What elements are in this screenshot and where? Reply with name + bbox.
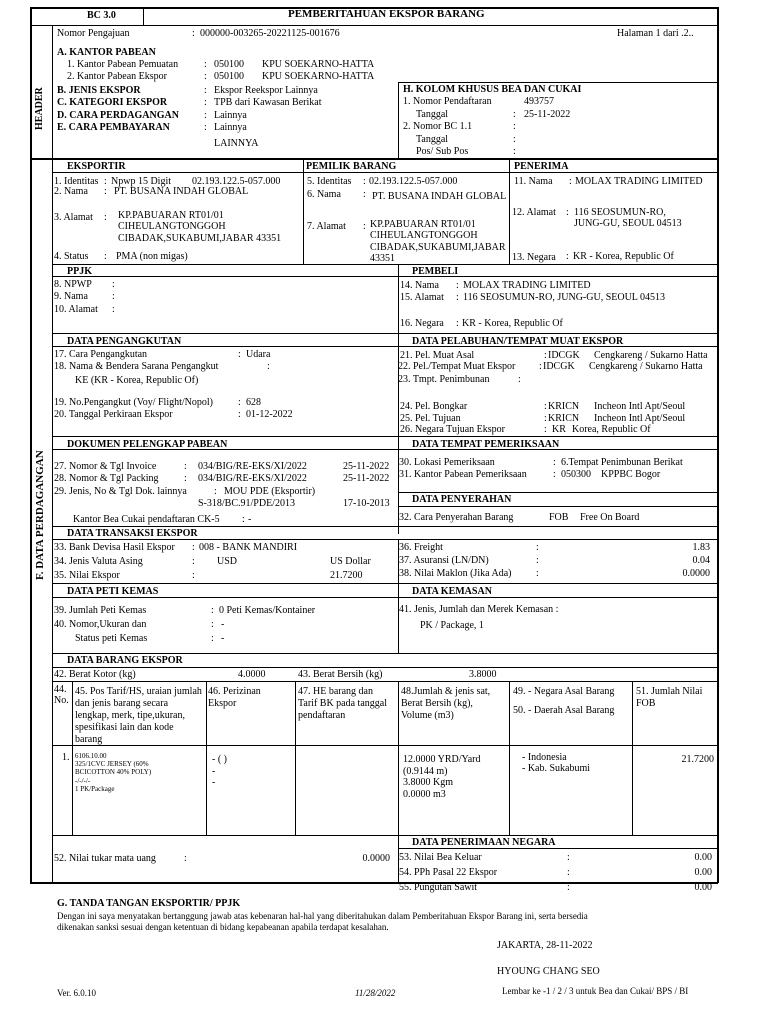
ppjk-title: PPJK <box>67 266 92 277</box>
halaman: Halaman 1 dari .2.. <box>617 28 694 39</box>
peti-status: - <box>221 633 225 644</box>
tujuan-code: KRICN <box>548 413 580 424</box>
penerima-negara-label: 13. Negara <box>512 252 556 263</box>
packing-label: 28. Nomor & Tgl Packing <box>54 473 159 484</box>
jenis-ekspor: Ekspor Reekspor Lainnya <box>214 85 318 96</box>
ppjk-alamat-label: 10. Alamat <box>54 304 98 315</box>
packing: 034/BIG/RE-EKS/XI/2022 <box>198 473 307 484</box>
row-negara: - Indonesia <box>522 752 567 763</box>
bank: 008 - BANK MANDIRI <box>199 542 298 553</box>
muat-asal-code: IDCGK <box>548 350 580 361</box>
ttd-title: G. TANDA TANGAN EKSPORTIR/ PPJK <box>57 898 241 909</box>
pembeli-title: PEMBELI <box>412 266 459 277</box>
valuta-label: 34. Jenis Valuta Asing <box>54 556 143 567</box>
eksportir-alamat-1: KP.PABUARAN RT01/01 <box>118 210 224 221</box>
pemilik-alamat-4: 43351 <box>370 253 395 264</box>
ttd-name: HYOUNG CHANG SEO <box>497 966 600 977</box>
bongkar-code: KRICN <box>548 401 580 412</box>
row-berat: 3.8000 Kgm <box>403 777 453 788</box>
freight: 1.83 <box>692 542 710 553</box>
barang-title: DATA BARANG EKSPOR <box>67 655 183 666</box>
peti-title: DATA PETI KEMAS <box>67 586 159 597</box>
invoice: 034/BIG/RE-EKS/XI/2022 <box>198 461 307 472</box>
cara-dagang-label: D. CARA PERDAGANGAN <box>57 110 179 121</box>
eksportir-alamat-2: CIHEULANGTONGGOH <box>118 221 226 232</box>
nilai-ekspor: 21.7200 <box>330 570 363 581</box>
eksportir-nama-label: 2. Nama <box>54 186 88 197</box>
jenis-ekspor-label: B. JENIS EKSPOR <box>57 85 141 96</box>
penerima-nama: MOLAX TRADING LIMITED <box>575 176 703 187</box>
dok-lain-tgl: 17-10-2013 <box>343 498 390 509</box>
pembeli-negara-label: 16. Negara <box>400 318 444 329</box>
ttd-decl-1: Dengan ini saya menyatakan bertanggung jawab atas kebenaran hal-hal yang diberitahukan dalam Pemberitahuan Ekspor Barang ini, serta bersedia <box>57 911 588 921</box>
col-49-header: 49. - Negara Asal Barang <box>513 686 615 697</box>
row-qty: 12.0000 YRD/Yard <box>403 754 481 765</box>
ck5: - <box>248 514 252 525</box>
nomor-pengajuan: 000000-003265-20221125-001676 <box>200 28 340 39</box>
eksportir-alamat-label: 3. Alamat <box>54 212 93 223</box>
kemasan-title: DATA KEMASAN <box>412 586 492 597</box>
kantor-periksa-label: 31. Kantor Pabean Pemeriksaan <box>399 469 527 480</box>
kp-muat-name: KPU SOEKARNO-HATTA <box>262 59 375 70</box>
ppjk-nama-label: 9. Nama <box>54 291 88 302</box>
nomor-pendaftaran: 493757 <box>524 96 554 107</box>
dok-lain-no: S-318/BC.91/PDE/2013 <box>198 498 295 509</box>
invoice-label: 27. Nomor & Tgl Invoice <box>54 461 157 472</box>
negara-tujuan: Korea, Republic Of <box>572 424 651 435</box>
asuransi: 0.04 <box>692 555 710 566</box>
dok-lain-jenis: MOU PDE (Eksportir) <box>224 486 316 497</box>
peti-jumlah: 0 Peti Kemas/Kontainer <box>219 605 316 616</box>
col-48-header: 48.Jumlah & jenis sat, Berat Bersih (kg), Volume (m3) <box>401 686 491 721</box>
kantor-periksa: KPPBC Bogor <box>601 469 661 480</box>
kurs-label: 52. Nilai tukar mata uang <box>54 853 156 864</box>
kp-ekspor-name: KPU SOEKARNO-HATTA <box>262 71 375 82</box>
form-title: PEMBERITAHUAN EKSPOR BARANG <box>288 8 485 20</box>
pemilik-identitas: 02.193.122.5-057.000 <box>369 176 458 187</box>
kantor-periksa-code: 050300 <box>561 469 591 480</box>
tujuan: Incheon Intl Apt/Seoul <box>594 413 686 424</box>
nomor-bc11-label: 2. Nomor BC 1.1 <box>403 121 473 132</box>
eksportir-title: EKSPORTIR <box>67 161 126 172</box>
valuta-name: US Dollar <box>330 556 371 567</box>
tanggal: 25-11-2022 <box>524 109 571 120</box>
penerima-title: PENERIMA <box>514 161 569 172</box>
col-46-header: 46. Perizinan Ekspor <box>208 686 261 709</box>
cara-bayar: Lainnya <box>214 122 247 133</box>
bank-label: 33. Bank Devisa Hasil Ekspor <box>54 542 175 553</box>
kantor-pabean-title: A. KANTOR PABEAN <box>57 47 156 58</box>
cara-bayar-2: LAINNYA <box>214 138 259 149</box>
col-45-header: 45. Pos Tarif/HS, uraian jumlah dan jenis barang secara lengkap, merk, tipe,ukuran, spesifikasi lain dan kode barang <box>75 686 202 745</box>
pph: 0.00 <box>694 867 712 878</box>
pembeli-nama: MOLAX TRADING LIMITED <box>463 280 591 291</box>
row-qty-2: (0.9144 m) <box>403 766 448 777</box>
penerima-negara: KR - Korea, Republic Of <box>573 251 674 262</box>
kategori-label: C. KATEGORI EKSPOR <box>57 97 168 108</box>
dokumen-title: DOKUMEN PELENGKAP PABEAN <box>67 439 228 450</box>
pembeli-alamat: 116 SEOSUMUN-RO, JUNG-GU, SEOUL 04513 <box>463 292 666 303</box>
row-no: 1. <box>62 752 70 763</box>
tujuan-label: 25. Pel. Tujuan <box>400 413 461 424</box>
sawit-label: 55. Pungutan Sawit <box>399 882 478 893</box>
eksportir-alamat-3: CIBADAK,SUKABUMI,JABAR 43351 <box>118 233 282 244</box>
form-code: BC 3.0 <box>87 10 116 21</box>
negara-tujuan-label: 26. Negara Tujuan Ekspor <box>400 424 505 435</box>
pembeli-negara: KR - Korea, Republic Of <box>462 318 563 329</box>
kemasan-label: 41. Jenis, Jumlah dan Merek Kemasan : <box>399 604 559 615</box>
bea-keluar: 0.00 <box>694 852 712 863</box>
penerima-nama-label: 11. Nama <box>514 176 553 187</box>
eksportir-status: PMA (non migas) <box>116 251 188 262</box>
angkut-cara-label: 17. Cara Pengangkutan <box>54 349 148 360</box>
eksportir-nama: PT. BUSANA INDAH GLOBAL <box>114 186 249 197</box>
angkut-nama-label: 18. Nama & Bendera Sarana Pengangkut <box>54 361 219 372</box>
eksportir-identitas-type: Npwp 15 Digit <box>111 176 171 187</box>
frame-bottom <box>30 882 718 884</box>
pemilik-nama-label: 6. Nama <box>307 189 341 200</box>
maklon-label: 38. Nilai Maklon (Jika Ada) <box>399 568 512 579</box>
peti-status-label: Status peti Kemas <box>75 633 148 644</box>
frame-right <box>717 7 719 883</box>
angkut-tgl-label: 20. Tanggal Perkiraan Ekspor <box>54 409 173 420</box>
maklon: 0.0000 <box>682 568 710 579</box>
angkut-cara: Udara <box>246 349 271 360</box>
cara-bayar-label: E. CARA PEMBAYARAN <box>57 122 170 133</box>
pemilik-nama: PT. BUSANA INDAH GLOBAL <box>372 191 507 202</box>
col-44-header: 44. No. <box>54 684 69 706</box>
cara-dagang: Lainnya <box>214 110 247 121</box>
nilai-ekspor-label: 35. Nilai Ekspor <box>54 570 120 581</box>
muat-ekspor-code: IDCGK <box>543 361 575 372</box>
row-desc-2: BCICOTTON 40% POLY) <box>75 768 152 776</box>
col-47-header: 47. HE barang dan Tarif BK pada tanggal pendaftaran <box>298 686 387 721</box>
kategori: TPB dari Kawasan Berikat <box>214 97 322 108</box>
angkut-title: DATA PENGANGKUTAN <box>67 336 182 347</box>
muat-ekspor: Cengkareng / Sukarno Hatta <box>589 361 703 372</box>
lokasi: 6.Tempat Penimbunan Berikat <box>561 457 683 468</box>
freight-label: 36. Freight <box>399 542 443 553</box>
penyerahan-value: Free On Board <box>580 512 640 523</box>
kp-muat-label: 1. Kantor Pabean Pemuatan <box>67 59 179 70</box>
penerimaan-title: DATA PENERIMAAN NEGARA <box>412 837 556 848</box>
penyerahan-label: 32. Cara Penyerahan Barang <box>399 512 514 523</box>
ttd-place-date: JAKARTA, 28-11-2022 <box>497 940 593 951</box>
row-desc-4: 1 PK/Package <box>75 785 115 793</box>
angkut-tgl: 01-12-2022 <box>246 409 293 420</box>
header-side-label: HEADER <box>34 87 45 130</box>
ppjk-npwp-label: 8. NPWP <box>54 279 92 290</box>
peti-nomor-label: 40. Nomor,Ukuran dan <box>54 619 147 630</box>
valuta: USD <box>217 556 238 567</box>
row-izin-3: - <box>212 777 216 788</box>
frame-left <box>30 7 32 883</box>
row-desc-1: 325/1CVC JERSEY (60% <box>75 760 149 768</box>
muat-asal: Cengkareng / Sukarno Hatta <box>594 350 708 361</box>
transaksi-title: DATA TRANSAKSI EKSPOR <box>67 528 198 539</box>
row-fob: 21.7200 <box>681 754 714 765</box>
kurs: 0.0000 <box>362 853 390 864</box>
kp-muat-code: 050100 <box>214 59 244 70</box>
berat-kotor: 4.0000 <box>238 669 266 680</box>
penyerahan-title: DATA PENYERAHAN <box>412 494 512 505</box>
peti-nomor: - <box>221 619 225 630</box>
row-desc-3: -/-/-/- <box>75 777 91 785</box>
row-hs: 6106.10.00 <box>75 752 107 760</box>
berat-bersih-label: 43. Berat Bersih (kg) <box>298 669 383 680</box>
row-vol: 0.0000 m3 <box>403 789 446 800</box>
peti-jumlah-label: 39. Jumlah Peti Kemas <box>54 605 147 616</box>
invoice-tgl: 25-11-2022 <box>343 461 390 472</box>
footer-version: Ver. 6.0.10 <box>57 988 96 998</box>
asuransi-label: 37. Asuransi (LN/DN) <box>399 555 489 566</box>
bongkar-label: 24. Pel. Bongkar <box>400 401 468 412</box>
ck5-label: Kantor Bea Cukai pendaftaran CK-5 <box>73 514 220 525</box>
pemilik-alamat-3: CIBADAK,SUKABUMI,JABAR <box>370 242 506 253</box>
pelabuhan-title: DATA PELABUHAN/TEMPAT MUAT EKSPOR <box>412 336 624 347</box>
angkut-voy-label: 19. No.Pengangkut (Voy/ Flight/Nopol) <box>54 397 213 408</box>
nomor-pengajuan-label: Nomor Pengajuan <box>57 28 130 39</box>
penerima-alamat-1: 116 SEOSUMUN-RO, <box>574 207 666 218</box>
nomor-pendaftaran-label: 1. Nomor Pendaftaran <box>403 96 492 107</box>
pemilik-alamat-2: CIHEULANGTONGGOH <box>370 230 478 241</box>
kp-ekspor-code: 050100 <box>214 71 244 82</box>
berat-kotor-label: 42. Berat Kotor (kg) <box>54 669 136 680</box>
periksa-title: DATA TEMPAT PEMERIKSAAN <box>412 439 560 450</box>
kolom-khusus-title: H. KOLOM KHUSUS BEA DAN CUKAI <box>403 84 582 95</box>
pembeli-nama-label: 14. Nama <box>400 280 439 291</box>
muat-ekspor-label: 22. Pel./Tempat Muat Ekspor <box>398 361 516 372</box>
penyerahan-code: FOB <box>549 512 569 523</box>
pemilik-title: PEMILIK BARANG <box>306 161 397 172</box>
bongkar: Incheon Intl Apt/Seoul <box>594 401 686 412</box>
kemasan-value: PK / Package, 1 <box>420 620 484 631</box>
kp-ekspor-label: 2. Kantor Pabean Ekspor <box>67 71 167 82</box>
sawit: 0.00 <box>694 882 712 893</box>
negara-tujuan-code: KR <box>552 424 566 435</box>
penerima-alamat-2: JUNG-GU, SEOUL 04513 <box>574 218 682 229</box>
tanggal-label: Tanggal <box>416 109 449 120</box>
dok-lain-label: 29. Jenis, No & Tgl Dok. lainnya <box>54 486 187 497</box>
berat-bersih: 3.8000 <box>469 669 497 680</box>
penerima-alamat-label: 12. Alamat <box>512 207 556 218</box>
bea-keluar-label: 53. Nilai Bea Keluar <box>399 852 482 863</box>
muat-asal-label: 21. Pel. Muat Asal <box>400 350 475 361</box>
pemilik-alamat-1: KP.PABUARAN RT01/01 <box>370 219 476 230</box>
tanggal2-label: Tanggal <box>416 134 449 145</box>
col-51-header: 51. Jumlah Nilai FOB <box>636 686 703 709</box>
eksportir-identitas: 02.193.122.5-057.000 <box>192 176 281 187</box>
data-perdagangan-side-label: F. DATA PERDAGANGAN <box>34 450 46 580</box>
col-50-header: 50. - Daerah Asal Barang <box>513 705 615 716</box>
row-izin-2: - <box>212 766 216 777</box>
eksportir-status-label: 4. Status <box>54 251 89 262</box>
pemilik-identitas-label: 5. Identitas <box>307 176 352 187</box>
angkut-voy: 628 <box>246 397 261 408</box>
packing-tgl: 25-11-2022 <box>343 473 390 484</box>
footer-lembar: Lembar ke -1 / 2 / 3 untuk Bea dan Cukai/ BPS / BI <box>502 986 689 996</box>
footer-date: 11/28/2022 <box>355 988 396 998</box>
ttd-decl-2: dikenakan sanksi sesuai dengan ketentuan di bidang kepabeanan apabila terdapat kesalahan. <box>57 922 389 932</box>
pos-label: Pos/ Sub Pos <box>416 146 469 157</box>
eksportir-identitas-label: 1. Identitas <box>54 176 99 187</box>
pph-label: 54. PPh Pasal 22 Ekspor <box>399 867 498 878</box>
timbun-label: 23. Tmpt. Penimbunan <box>398 374 490 385</box>
lokasi-label: 30. Lokasi Pemeriksaan <box>399 457 495 468</box>
row-izin-1: - ( ) <box>212 754 227 765</box>
pembeli-alamat-label: 15. Alamat <box>400 292 444 303</box>
row-daerah: - Kab. Sukabumi <box>522 763 591 774</box>
pemilik-alamat-label: 7. Alamat <box>307 221 346 232</box>
angkut-bendera: KE (KR - Korea, Republic Of) <box>75 375 199 386</box>
